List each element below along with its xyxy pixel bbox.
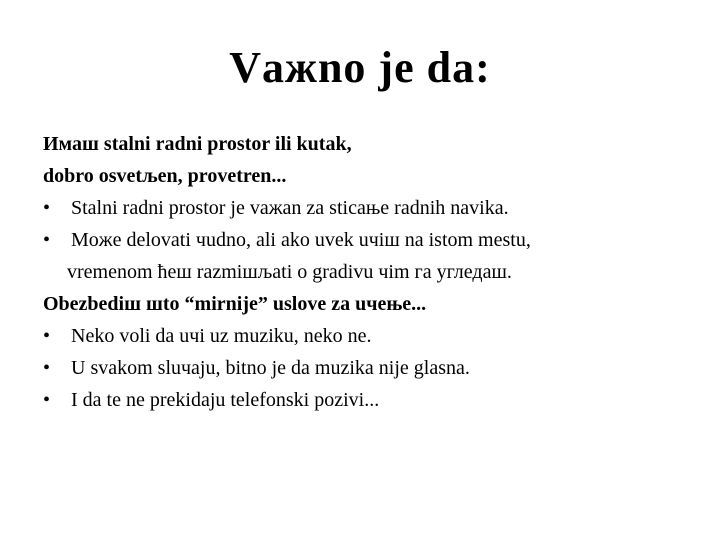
bullet-item-music bbox=[43, 320, 703, 352]
bullet-dot: • bbox=[43, 197, 51, 219]
bullet-dot: • bbox=[43, 389, 51, 411]
bullet-dot: • bbox=[43, 229, 51, 251]
bullet-text: Stalni radni prostor je vaжan za sticaњe radnih navika. bbox=[71, 197, 509, 219]
bullet-item-phone-calls bbox=[43, 384, 703, 416]
slide-body bbox=[43, 128, 703, 416]
bullet-text: U svakom sluчaju, bitno je da muzika nije glasna. bbox=[71, 357, 470, 379]
text-line-lighting: dobro osvetљen, provetren... bbox=[43, 165, 287, 187]
text-line-quiet-conditions: Obezbediш шto “mirnije” uslove za uчeњe... bbox=[43, 293, 427, 315]
bullet-text: I da te ne prekidaju telefonski pozivi... bbox=[71, 389, 380, 411]
bullet-item-volume bbox=[43, 352, 703, 384]
bullet-dot: • bbox=[43, 325, 51, 347]
bullet-dot: • bbox=[43, 357, 51, 379]
bullet-text: Moжe delovati чudno, ali ako uvek uчiш na istom mestu, bbox=[71, 229, 531, 251]
bullet-item-workspace-habits bbox=[43, 192, 703, 224]
slide-title: Vажno je da: bbox=[229, 43, 491, 92]
text-line-workspace: Имаш stalni radni prostor ili kutak, bbox=[43, 133, 352, 155]
bullet-text: Neko voli da uчi uz muziku, neko ne. bbox=[71, 325, 372, 347]
bullet-continuation: vremenom ћeш razmiшљati o gradivu чim гa угледaш. bbox=[67, 261, 512, 283]
bullet-item-same-place bbox=[43, 224, 703, 256]
